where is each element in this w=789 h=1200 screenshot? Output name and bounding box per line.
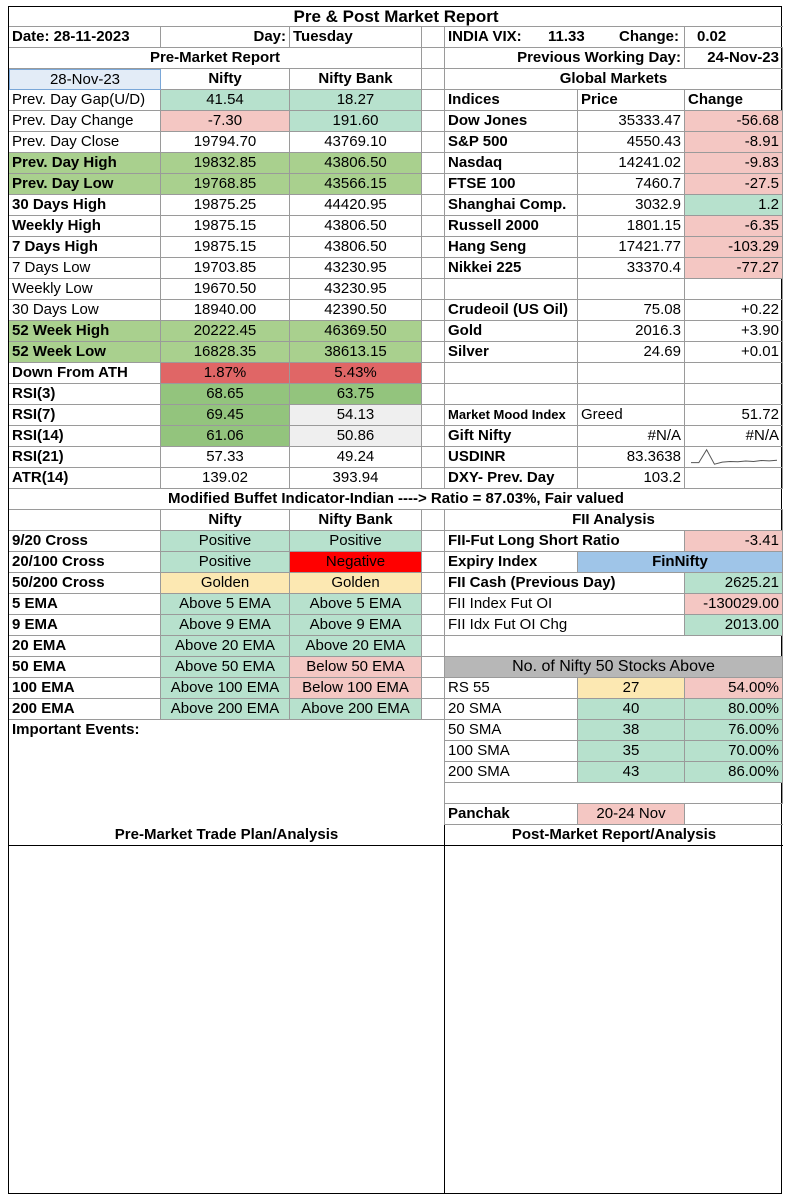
spacer [445,636,783,657]
stocks-above-pct: 76.00% [685,720,783,741]
prev-working-day-value: 24-Nov-23 [685,48,783,69]
technical-niftybank: Golden [290,573,422,594]
spacer [578,384,685,405]
technical-nifty: Above 100 EMA [161,678,290,699]
stocks-above-count: 43 [578,762,685,783]
premarket-row-nifty: 1.87% [161,363,290,384]
premarket-row-nifty: 19875.15 [161,216,290,237]
premarket-row-niftybank: 191.60 [290,111,422,132]
spacer [685,279,783,300]
spacer [422,237,445,258]
gift-nifty-label: Gift Nifty [445,426,578,447]
day-label: Day: [161,27,290,48]
global-index-change: -56.68 [685,111,783,132]
global-index-price: 1801.15 [578,216,685,237]
technical-niftybank: Below 100 EMA [290,678,422,699]
premarket-row-niftybank: 50.86 [290,426,422,447]
fii-ls-ratio-label: FII-Fut Long Short Ratio [445,531,685,552]
premarket-row-niftybank: 46369.50 [290,321,422,342]
commodity-price: 24.69 [578,342,685,363]
usdinr-label: USDINR [445,447,578,468]
premarket-row-niftybank: 43769.10 [290,132,422,153]
spacer [422,426,445,447]
spacer [445,279,578,300]
dxy-value: 103.2 [578,468,685,489]
spacer [422,69,445,90]
expiry-index-value: FinNifty [578,552,783,573]
fii-idx-fut-oi-chg-value: 2013.00 [685,615,783,636]
panchak-label: Panchak [445,804,578,825]
commodity-name: Gold [445,321,578,342]
dxy-label: DXY- Prev. Day [445,468,578,489]
global-index-change: -9.83 [685,153,783,174]
premarket-row-niftybank: 63.75 [290,384,422,405]
spacer [445,384,578,405]
premarket-row-niftybank: 38613.15 [290,342,422,363]
technical-nifty: Golden [161,573,290,594]
premarket-row-label: Prev. Day Change [9,111,161,132]
premarket-row-label: Weekly High [9,216,161,237]
global-index-price: 17421.77 [578,237,685,258]
premarket-row-label: RSI(21) [9,447,161,468]
commodity-price: 75.08 [578,300,685,321]
gift-nifty-value: #N/A [578,426,685,447]
stocks-above-count: 38 [578,720,685,741]
premarket-row-niftybank: 43806.50 [290,153,422,174]
fii-cash-value: 2625.21 [685,573,783,594]
premarket-row-niftybank: 54.13 [290,405,422,426]
premarket-row-niftybank: 43566.15 [290,174,422,195]
premarket-row-label: 30 Days High [9,195,161,216]
technical-label: 200 EMA [9,699,161,720]
spacer [445,363,578,384]
global-index-change: -27.5 [685,174,783,195]
technical-label: 5 EMA [9,594,161,615]
technical-niftybank: Above 20 EMA [290,636,422,657]
premarket-row-nifty: 18940.00 [161,300,290,321]
premarket-title: Pre-Market Report [9,48,422,69]
spacer [422,258,445,279]
fii-idx-fut-oi-chg-label: FII Idx Fut OI Chg [445,615,685,636]
spacer [422,321,445,342]
technical-niftybank: Above 9 EMA [290,615,422,636]
premarket-row-niftybank: 5.43% [290,363,422,384]
premarket-row-label: 30 Days Low [9,300,161,321]
global-col-price: Price [578,90,685,111]
fii-cash-label: FII Cash (Previous Day) [445,573,685,594]
stocks-above-count: 40 [578,699,685,720]
spacer [422,174,445,195]
buffet-indicator: Modified Buffet Indicator-Indian ----> Ratio = 87.03%, Fair valued [9,489,783,510]
spacer [422,363,445,384]
premarket-row-nifty: 68.65 [161,384,290,405]
spacer [422,657,445,678]
global-index-price: 3032.9 [578,195,685,216]
premarket-row-niftybank: 43230.95 [290,258,422,279]
spacer [422,405,445,426]
global-col-indices: Indices [445,90,578,111]
premarket-row-niftybank: 43230.95 [290,279,422,300]
commodity-name: Silver [445,342,578,363]
spacer [685,804,783,825]
commodity-price: 2016.3 [578,321,685,342]
global-index-change: -6.35 [685,216,783,237]
spacer [578,363,685,384]
technical-label: 50 EMA [9,657,161,678]
spacer [422,27,445,48]
premarket-row-label: 7 Days Low [9,258,161,279]
spacer [422,132,445,153]
premarket-row-label: Prev. Day Gap(U/D) [9,90,161,111]
panchak-value: 20-24 Nov [578,804,685,825]
stocks-above-pct: 80.00% [685,699,783,720]
spacer [422,447,445,468]
post-market-report-area [445,846,783,1193]
spacer [422,111,445,132]
important-events-label: Important Events: [9,720,445,825]
technical-nifty: Above 50 EMA [161,657,290,678]
premarket-row-label: Prev. Day Close [9,132,161,153]
global-index-price: 14241.02 [578,153,685,174]
technical-niftybank: Positive [290,531,422,552]
premarket-row-label: 52 Week High [9,321,161,342]
premarket-row-niftybank: 18.27 [290,90,422,111]
market-mood-value: Greed [578,405,685,426]
global-index-name: Dow Jones [445,111,578,132]
technical-label: 20 EMA [9,636,161,657]
pre-market-trade-plan-title: Pre-Market Trade Plan/Analysis [9,825,445,846]
premarket-row-label: ATR(14) [9,468,161,489]
premarket-row-label: Prev. Day High [9,153,161,174]
spacer [685,468,783,489]
day-value: Tuesday [290,27,422,48]
stocks-above-pct: 86.00% [685,762,783,783]
global-index-name: S&P 500 [445,132,578,153]
premarket-col-nifty: Nifty [161,69,290,90]
premarket-row-nifty: 61.06 [161,426,290,447]
usdinr-value: 83.3638 [578,447,685,468]
premarket-row-label: RSI(7) [9,405,161,426]
usdinr-sparkline [685,447,783,468]
stocks-above-count: 27 [578,678,685,699]
market-report-sheet [8,6,782,1194]
fii-analysis-title: FII Analysis [445,510,783,531]
technical-label: 50/200 Cross [9,573,161,594]
commodity-change: +0.01 [685,342,783,363]
spacer [422,615,445,636]
stocks-above-label: 200 SMA [445,762,578,783]
gift-nifty-change: #N/A [685,426,783,447]
technical-nifty: Above 20 EMA [161,636,290,657]
technicals-col-niftybank: Nifty Bank [290,510,422,531]
premarket-row-nifty: 41.54 [161,90,290,111]
fii-index-fut-oi-value: -130029.00 [685,594,783,615]
pre-market-trade-plan-area [9,846,445,1193]
premarket-date-cell: 28-Nov-23 [9,69,161,90]
stocks-above-pct: 70.00% [685,741,783,762]
premarket-row-nifty: 19875.25 [161,195,290,216]
technical-niftybank: Above 5 EMA [290,594,422,615]
stocks-above-label: 100 SMA [445,741,578,762]
premarket-row-label: Weekly Low [9,279,161,300]
global-index-change: -103.29 [685,237,783,258]
technical-label: 9 EMA [9,615,161,636]
expiry-index-label: Expiry Index [445,552,578,573]
spacer [422,48,445,69]
technical-niftybank: Above 200 EMA [290,699,422,720]
premarket-row-nifty: 69.45 [161,405,290,426]
global-index-name: Hang Seng [445,237,578,258]
spacer [422,678,445,699]
premarket-row-niftybank: 49.24 [290,447,422,468]
global-index-change: -77.27 [685,258,783,279]
spacer [422,342,445,363]
global-index-name: Shanghai Comp. [445,195,578,216]
spacer [422,594,445,615]
spacer [422,573,445,594]
spacer [685,384,783,405]
premarket-row-label: Down From ATH [9,363,161,384]
global-index-name: FTSE 100 [445,174,578,195]
spacer [422,153,445,174]
premarket-row-label: RSI(14) [9,426,161,447]
spacer [422,636,445,657]
premarket-row-niftybank: 43806.50 [290,216,422,237]
vix-change-label: Change: [619,28,679,45]
premarket-row-label: RSI(3) [9,384,161,405]
global-col-change: Change [685,90,783,111]
premarket-row-nifty: 57.33 [161,447,290,468]
stocks-above-count: 35 [578,741,685,762]
spacer [422,531,445,552]
premarket-row-niftybank: 42390.50 [290,300,422,321]
global-index-name: Nikkei 225 [445,258,578,279]
technical-nifty: Above 9 EMA [161,615,290,636]
technical-nifty: Above 200 EMA [161,699,290,720]
fii-index-fut-oi-label: FII Index Fut OI [445,594,685,615]
technical-niftybank: Negative [290,552,422,573]
india-vix-value: 11.33 [548,28,585,45]
technical-label: 100 EMA [9,678,161,699]
global-index-price: 4550.43 [578,132,685,153]
spacer [422,300,445,321]
premarket-row-niftybank: 393.94 [290,468,422,489]
commodity-name: Crudeoil (US Oil) [445,300,578,321]
premarket-row-niftybank: 43806.50 [290,237,422,258]
india-vix-label: INDIA VIX: [448,28,522,45]
technical-nifty: Above 5 EMA [161,594,290,615]
stocks-above-label: 20 SMA [445,699,578,720]
spacer [445,783,783,804]
page-title: Pre & Post Market Report [9,7,783,27]
stocks-above-pct: 54.00% [685,678,783,699]
spacer [9,510,161,531]
spacer [422,468,445,489]
premarket-row-label: 7 Days High [9,237,161,258]
spacer [422,699,445,720]
premarket-row-nifty: 19875.15 [161,237,290,258]
spacer [578,279,685,300]
technical-label: 20/100 Cross [9,552,161,573]
technical-niftybank: Below 50 EMA [290,657,422,678]
vix-row-line [445,27,685,48]
spacer [422,90,445,111]
global-markets-title: Global Markets [445,69,783,90]
technicals-col-nifty: Nifty [161,510,290,531]
spacer [422,216,445,237]
premarket-row-nifty: -7.30 [161,111,290,132]
global-index-name: Nasdaq [445,153,578,174]
premarket-col-niftybank: Nifty Bank [290,69,422,90]
stocks-above-label: 50 SMA [445,720,578,741]
spacer [422,195,445,216]
global-index-price: 35333.47 [578,111,685,132]
technical-label: 9/20 Cross [9,531,161,552]
spacer [422,552,445,573]
premarket-row-nifty: 19670.50 [161,279,290,300]
premarket-row-nifty: 19768.85 [161,174,290,195]
prev-working-day-label: Previous Working Day: [445,48,685,69]
stocks-above-title: No. of Nifty 50 Stocks Above [445,657,783,678]
spacer [685,363,783,384]
global-index-price: 33370.4 [578,258,685,279]
premarket-row-nifty: 19703.85 [161,258,290,279]
sparkline-line [691,450,777,464]
spacer [422,279,445,300]
premarket-row-nifty: 19832.85 [161,153,290,174]
premarket-row-label: 52 Week Low [9,342,161,363]
premarket-row-label: Prev. Day Low [9,174,161,195]
fii-ls-ratio-value: -3.41 [685,531,783,552]
premarket-row-nifty: 20222.45 [161,321,290,342]
market-mood-number: 51.72 [685,405,783,426]
global-index-change: -8.91 [685,132,783,153]
global-index-price: 7460.7 [578,174,685,195]
global-index-change: 1.2 [685,195,783,216]
premarket-row-nifty: 16828.35 [161,342,290,363]
commodity-change: +0.22 [685,300,783,321]
global-index-name: Russell 2000 [445,216,578,237]
premarket-row-nifty: 19794.70 [161,132,290,153]
stocks-above-label: RS 55 [445,678,578,699]
technical-nifty: Positive [161,531,290,552]
commodity-change: +3.90 [685,321,783,342]
vix-change-value: 0.02 [685,27,783,48]
spacer [422,510,445,531]
report-date: Date: 28-11-2023 [9,27,161,48]
premarket-row-nifty: 139.02 [161,468,290,489]
spacer [422,384,445,405]
market-mood-label: Market Mood Index [445,405,578,426]
premarket-row-niftybank: 44420.95 [290,195,422,216]
post-market-report-title: Post-Market Report/Analysis [445,825,783,846]
technical-nifty: Positive [161,552,290,573]
